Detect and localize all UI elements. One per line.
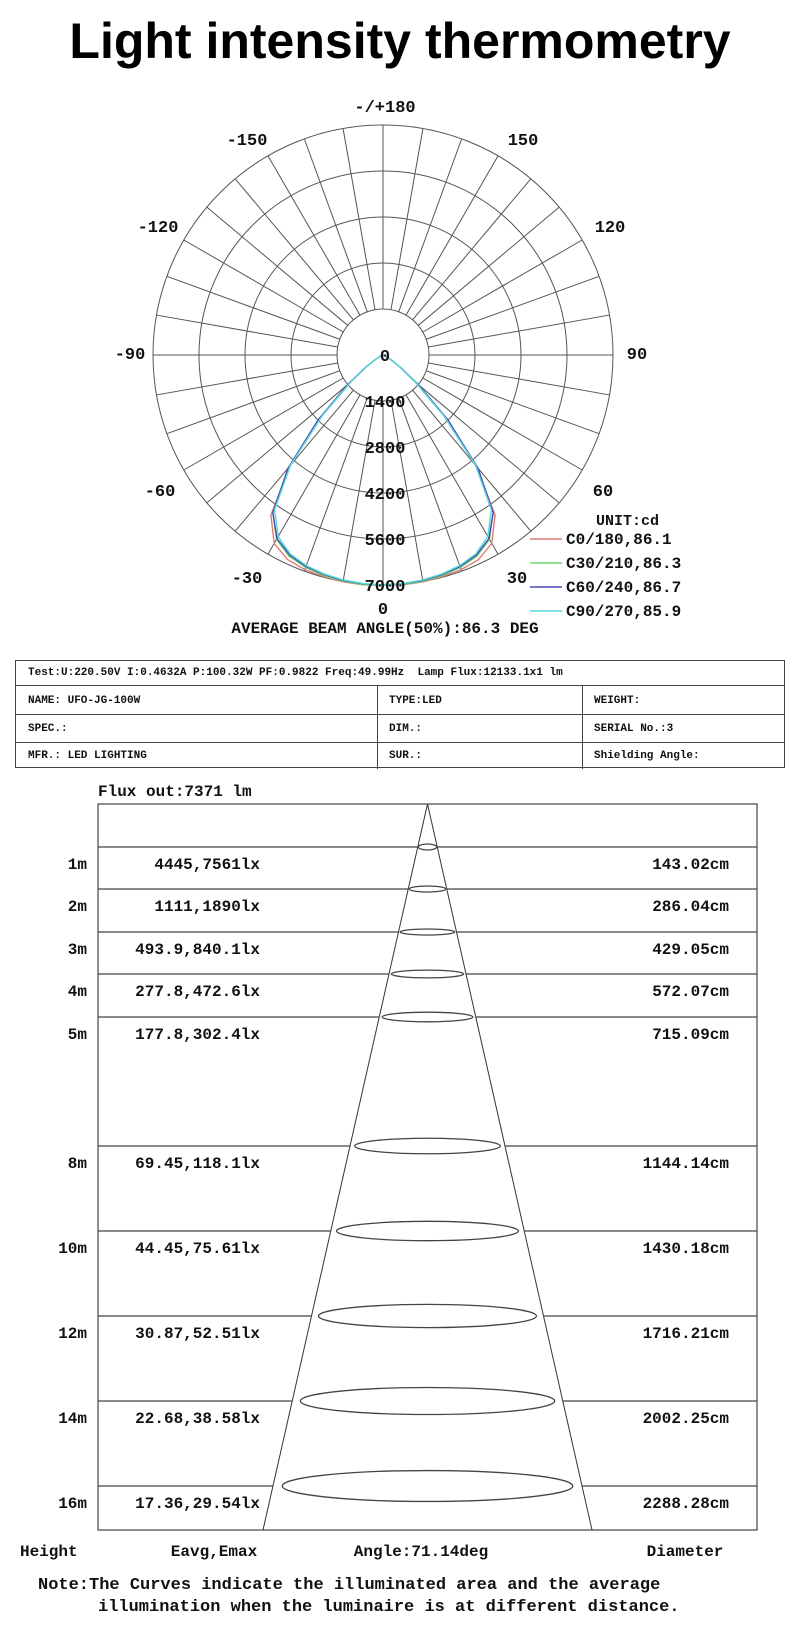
name-field: NAME: UFO-JG-100W	[28, 694, 141, 707]
row-illuminance: 4445,7561lx	[154, 856, 260, 874]
legend-label: C60/240,86.7	[566, 579, 682, 597]
illumination-ellipse	[400, 929, 455, 935]
grid-spoke	[304, 398, 367, 571]
grid-spoke	[428, 363, 609, 395]
unit-label: UNIT:cd	[596, 513, 660, 530]
polar-intensity-chart	[0, 0, 800, 650]
grid-spoke	[406, 156, 498, 315]
sur-field: SUR.:	[389, 750, 423, 762]
row-illuminance: 493.9,840.1lx	[135, 941, 260, 959]
legend-label: C0/180,86.1	[566, 531, 672, 549]
illumination-ellipse	[300, 1387, 554, 1414]
illumination-ellipse	[382, 1012, 473, 1022]
row-diameter: 715.09cm	[652, 1026, 729, 1044]
grid-spoke	[426, 276, 599, 339]
row-height: 14m	[58, 1410, 87, 1428]
illumination-ellipse	[418, 844, 436, 850]
cone-edge-left	[263, 804, 428, 1530]
test-parameters: Test:U:220.50V I:0.4632A P:100.32W PF:0.9822 Freq:49.99Hz Lamp Flux:12133.1x1 lm	[28, 667, 563, 679]
row-diameter: 1144.14cm	[642, 1155, 729, 1173]
grid-spoke	[268, 156, 360, 315]
row-diameter: 286.04cm	[652, 898, 729, 916]
grid-spoke	[207, 207, 348, 325]
page-title: Light intensity thermometry	[69, 13, 731, 69]
footer-angle: Angle:71.14deg	[353, 1543, 489, 1561]
flux-out: Flux out:7371 lm	[98, 783, 252, 801]
row-diameter: 2288.28cm	[642, 1495, 729, 1513]
grid-spoke	[413, 390, 531, 531]
angle-tick-label: -120	[137, 219, 179, 238]
illumination-ellipse	[318, 1304, 536, 1327]
grid-spoke	[304, 139, 367, 312]
row-height: 5m	[67, 1026, 87, 1044]
angle-tick-label: -/+180	[354, 99, 416, 118]
row-illuminance: 17.36,29.54lx	[135, 1495, 260, 1513]
row-illuminance: 69.45,118.1lx	[135, 1155, 260, 1173]
grid-spoke	[406, 395, 498, 554]
grid-spoke	[235, 179, 353, 320]
note-line-1: Note:The Curves indicate the illuminated area and the average	[38, 1576, 661, 1595]
beam-angle-title: AVERAGE BEAM ANGLE(50%):86.3 DEG	[231, 620, 539, 638]
grid-spoke	[418, 207, 559, 325]
row-illuminance: 1111,1890lx	[154, 898, 260, 916]
serial-field: SERIAL No.:3	[594, 723, 674, 735]
grid-spoke	[423, 240, 582, 332]
illuminance-cone-table	[0, 770, 800, 1646]
radial-tick-label: 0	[379, 348, 391, 367]
cone-rows	[58, 844, 757, 1513]
row-diameter: 1430.18cm	[642, 1240, 729, 1258]
grid-spoke	[391, 128, 423, 309]
mfr-field: MFR.: LED LIGHTING	[28, 750, 147, 762]
grid-spoke	[167, 371, 340, 434]
angle-tick-label: 90	[626, 346, 648, 365]
legend	[530, 531, 681, 621]
row-height: 2m	[67, 898, 87, 916]
row-illuminance: 22.68,38.58lx	[135, 1410, 260, 1428]
radial-tick-label: 5600	[364, 532, 406, 551]
grid-spoke	[207, 385, 348, 503]
illumination-ellipse	[391, 970, 463, 978]
row-diameter: 1716.21cm	[642, 1325, 729, 1343]
grid-spoke	[156, 315, 337, 347]
illumination-ellipse	[355, 1138, 501, 1153]
grid-spoke	[343, 128, 375, 309]
cone-edge-right	[428, 804, 593, 1530]
illumination-ellipse	[409, 886, 445, 892]
row-illuminance: 44.45,75.61lx	[135, 1240, 260, 1258]
grid-spoke	[184, 240, 343, 332]
angle-tick-label: 30	[506, 570, 528, 589]
footer-diameter: Diameter	[646, 1543, 724, 1561]
grid-spoke	[428, 315, 609, 347]
shielding-angle-field: Shielding Angle:	[594, 750, 700, 762]
angle-tick-label: 150	[507, 132, 539, 151]
weight-field: WEIGHT:	[594, 694, 641, 707]
row-height: 10m	[58, 1240, 87, 1258]
angle-tick-label: -60	[144, 483, 176, 502]
grid-spoke	[426, 371, 599, 434]
row-diameter: 429.05cm	[652, 941, 729, 959]
angle-tick-label: -150	[226, 132, 268, 151]
row-diameter: 572.07cm	[652, 983, 729, 1001]
footer-height: Height	[20, 1543, 78, 1561]
grid-spoke	[156, 363, 337, 395]
grid-spoke	[418, 385, 559, 503]
grid-spoke	[184, 378, 343, 470]
test-info-table	[15, 660, 785, 768]
row-height: 8m	[67, 1155, 87, 1173]
grid-spoke	[413, 179, 531, 320]
dim-field: DIM.:	[389, 723, 423, 735]
row-diameter: 143.02cm	[652, 856, 729, 874]
row-height: 1m	[67, 856, 87, 874]
grid-spoke	[399, 398, 462, 571]
radial-tick-label: 7000	[364, 578, 406, 597]
legend-label: C30/210,86.3	[566, 555, 682, 573]
grid-spoke	[268, 395, 360, 554]
grid-spoke	[235, 390, 353, 531]
row-height: 4m	[67, 983, 87, 1001]
illumination-ellipse	[282, 1471, 573, 1502]
angle-tick-label: 120	[594, 219, 626, 238]
row-diameter: 2002.25cm	[642, 1410, 729, 1428]
row-illuminance: 30.87,52.51lx	[135, 1325, 260, 1343]
radial-tick-label: 4200	[364, 486, 406, 505]
row-illuminance: 177.8,302.4lx	[135, 1026, 260, 1044]
radial-tick-label: 1400	[364, 394, 406, 413]
row-height: 16m	[58, 1495, 87, 1513]
row-height: 3m	[67, 941, 87, 959]
angle-tick-label: -90	[114, 346, 146, 365]
footer-illuminance: Eavg,Emax	[170, 1543, 258, 1561]
angle-tick-label: 60	[592, 483, 614, 502]
row-height: 12m	[58, 1325, 87, 1343]
spec-field: SPEC.:	[28, 723, 68, 735]
grid-spoke	[423, 378, 582, 470]
radial-tick-label: 2800	[364, 440, 406, 459]
grid-spoke	[167, 276, 340, 339]
angle-tick-label: 0	[377, 601, 389, 620]
angle-tick-label: -30	[231, 570, 263, 589]
legend-label: C90/270,85.9	[566, 603, 682, 621]
illumination-ellipse	[337, 1221, 519, 1240]
row-illuminance: 277.8,472.6lx	[135, 983, 260, 1001]
grid-spoke	[399, 139, 462, 312]
type-field: TYPE:LED	[389, 694, 442, 707]
note-line-2: illumination when the luminaire is at different distance.	[98, 1598, 680, 1617]
